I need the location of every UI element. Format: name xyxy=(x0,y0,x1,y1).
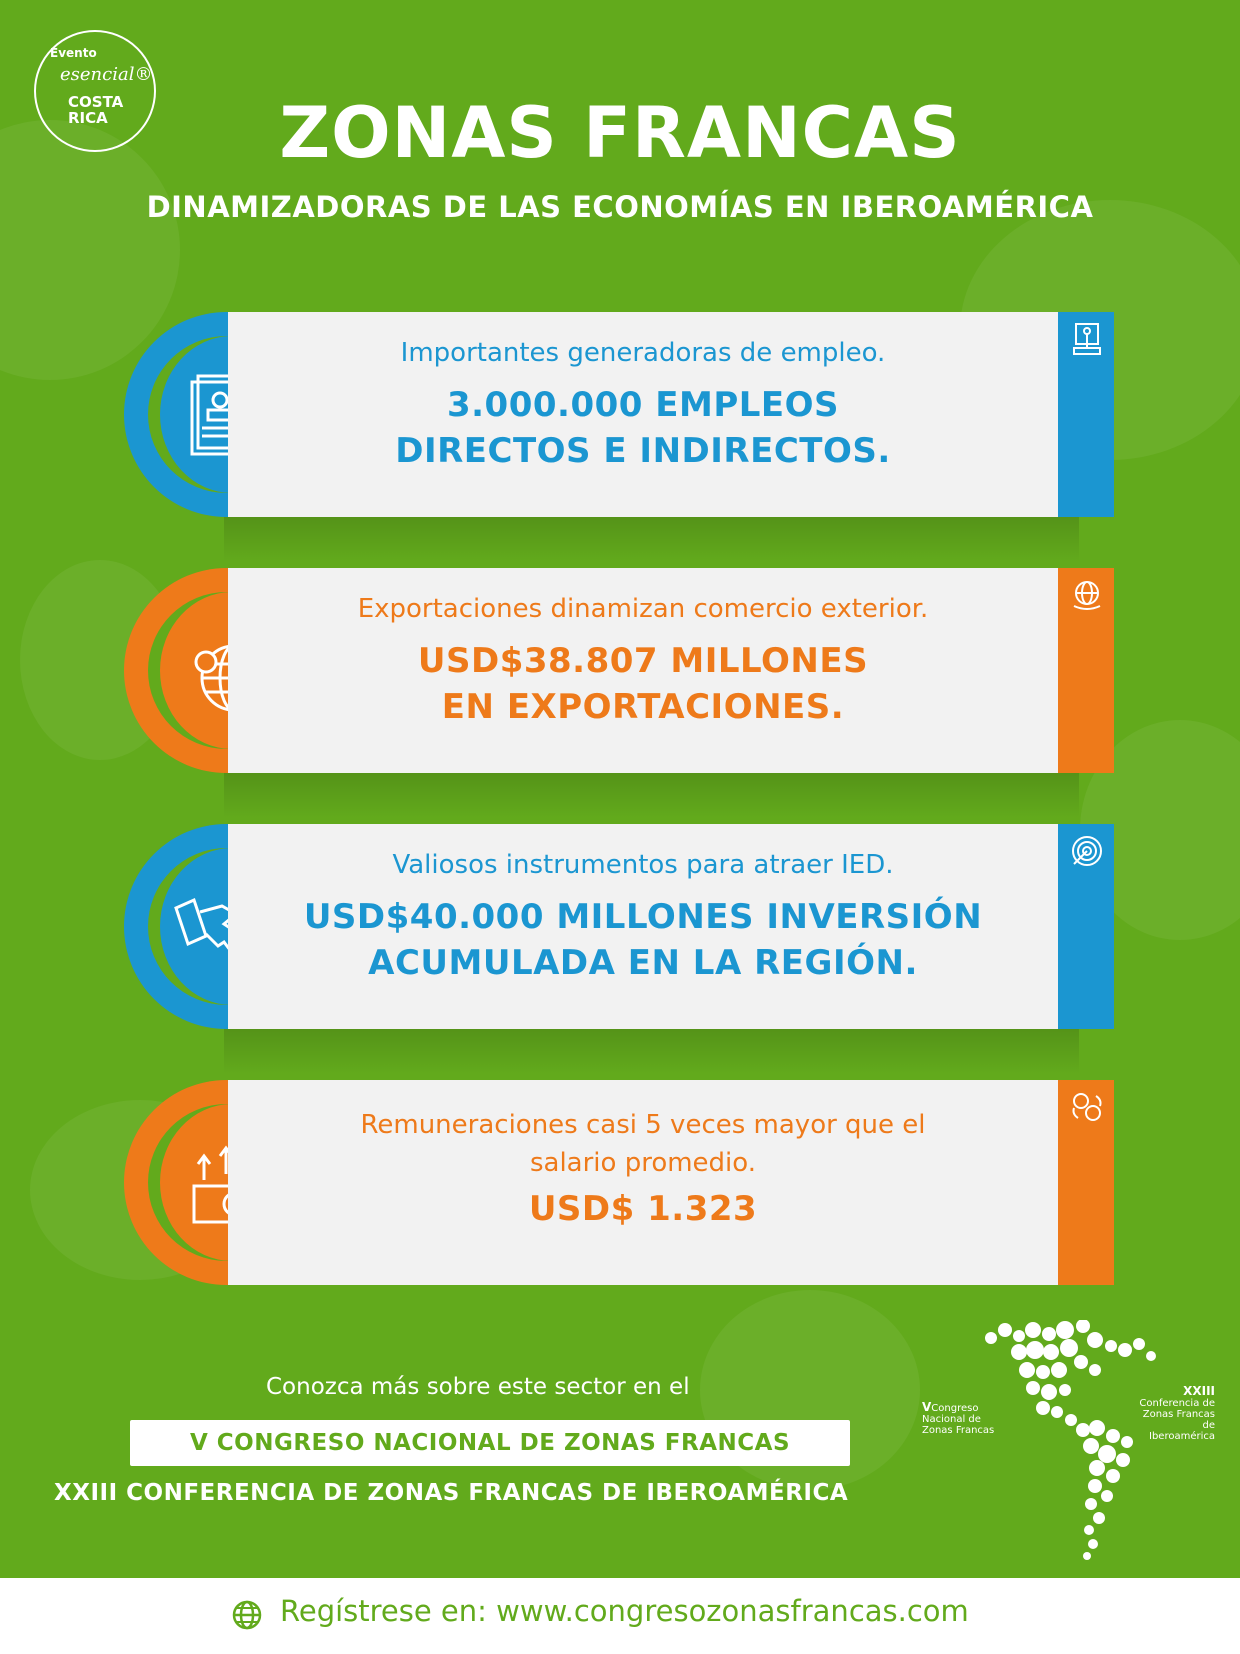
map-caption-congreso xyxy=(922,1402,994,1436)
card-value-line2: ACUMULADA EN LA REGIÓN. xyxy=(368,943,918,983)
card-intro: Valiosos instrumentos para atraer IED. xyxy=(392,850,894,880)
card-remuneraciones xyxy=(124,1080,1114,1285)
card-value-line2: DIRECTOS E INDIRECTOS. xyxy=(395,431,891,471)
card-side-strip xyxy=(1058,1080,1114,1285)
footer-bar xyxy=(0,1578,1240,1654)
card-value-line1: USD$ 1.323 xyxy=(528,1189,758,1229)
map-caption-text: Nacional de xyxy=(922,1414,981,1425)
map-caption-v: V xyxy=(922,1400,932,1414)
card-value-line1: 3.000.000 EMPLEOS xyxy=(446,385,840,425)
card-intro: Remuneraciones casi 5 veces mayor que el xyxy=(360,1110,926,1140)
globe-hand-icon xyxy=(1070,578,1104,612)
map-caption-text: Zonas Francas xyxy=(922,1425,995,1436)
map-caption-text: de Iberoamérica xyxy=(1149,1420,1215,1442)
page-title: ZONAS FRANCAS xyxy=(279,92,961,174)
conferencia-text: XXIII CONFERENCIA DE ZONAS FRANCAS DE IBEROAMÉRICA xyxy=(54,1480,849,1506)
logo-line1: Evento xyxy=(50,46,97,60)
card-intro: Exportaciones dinamizan comercio exterior. xyxy=(357,594,929,624)
card-side-strip xyxy=(1058,568,1114,773)
card-inversion xyxy=(124,824,1114,1029)
card-intro: Importantes generadoras de empleo. xyxy=(400,338,886,368)
card-intro-line2: salario promedio. xyxy=(529,1148,756,1178)
logo-line2: esencial® xyxy=(60,64,153,85)
congreso-banner: V CONGRESO NACIONAL DE ZONAS FRANCAS xyxy=(130,1420,850,1466)
card-value-line1: USD$40.000 MILLONES INVERSIÓN xyxy=(303,897,983,937)
page-subtitle: DINAMIZADORAS DE LAS ECONOMÍAS EN IBEROAMÉRICA xyxy=(146,190,1094,224)
people-cycle-icon xyxy=(1070,1090,1104,1124)
map-caption-text: Zonas Francas xyxy=(1142,1409,1215,1420)
map-caption-text: Conferencia de xyxy=(1139,1398,1215,1409)
card-value-line1: USD$38.807 MILLONES xyxy=(417,641,869,681)
card-empleo xyxy=(124,312,1114,517)
conozca-text: Conozca más sobre este sector en el xyxy=(266,1374,690,1400)
map-caption-text: Congreso xyxy=(931,1403,979,1414)
map-caption-num: XXIII xyxy=(1183,1384,1215,1398)
card-exportaciones xyxy=(124,568,1114,773)
register-link[interactable]: Regístrese en: www.congresozonasfrancas.com xyxy=(280,1594,969,1628)
logo-line3: COSTA RICA xyxy=(68,93,124,127)
globe-icon xyxy=(232,1600,262,1630)
target-icon xyxy=(1070,834,1104,868)
presenter-icon xyxy=(1070,322,1104,356)
card-value-line2: EN EXPORTACIONES. xyxy=(441,687,845,727)
card-side-strip xyxy=(1058,312,1114,517)
card-side-strip xyxy=(1058,824,1114,1029)
map-caption-conferencia xyxy=(1135,1386,1215,1442)
